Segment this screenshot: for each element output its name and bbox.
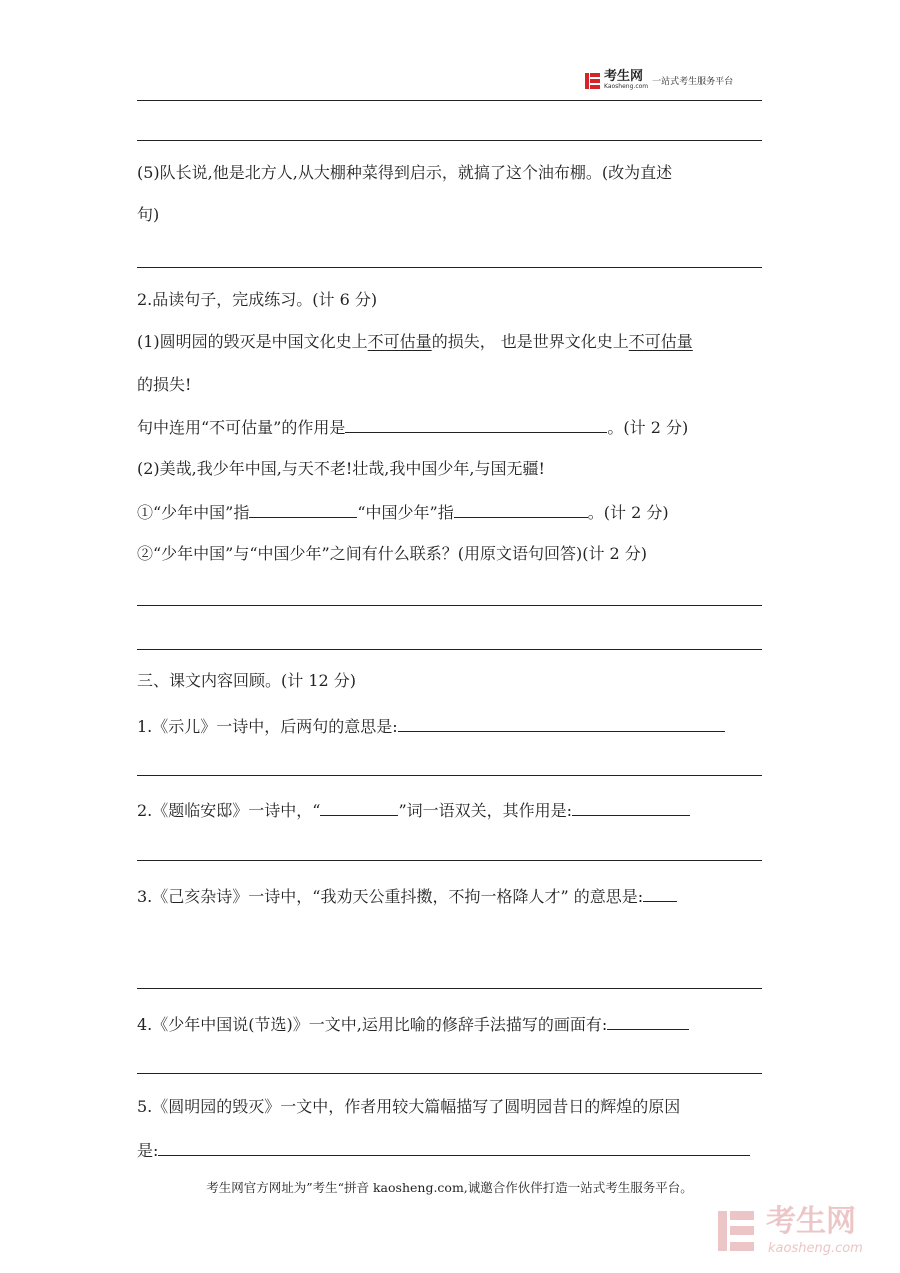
s2-p1-text-a: (1)圆明园的毁灭是中国文化史上 [137, 332, 368, 351]
s3-item3 [137, 885, 677, 907]
s3-item5-line1: 5.《圆明园的毁灭》一文中，作者用较大篇幅描写了圆明园昔日的辉煌的原因 [137, 1097, 681, 1116]
s3-item2 [137, 799, 690, 821]
s3-item5-text: 是: [137, 1141, 159, 1160]
s3-item5-blank[interactable] [158, 1139, 750, 1156]
s2-q1-prefix: 句中连用“不可估量”的作用是 [137, 418, 346, 437]
answer-line [137, 775, 762, 776]
answer-line [137, 1073, 762, 1074]
header-rule [137, 100, 762, 101]
s2-q1-suffix: 。(计 2 分) [607, 418, 689, 437]
s3-item4-text: 4.《少年中国说(节选)》一文中,运用比喻的修辞手法描写的画面有: [137, 1015, 608, 1034]
s2-q1-blank[interactable] [345, 416, 607, 433]
answer-line [137, 988, 762, 989]
answer-line [137, 267, 762, 268]
watermark-cn: 考生网 [766, 1204, 856, 1239]
s3-item1-blank[interactable] [398, 715, 725, 732]
answer-line [137, 649, 762, 650]
section2-title: 2.品读句子，完成练习。(计 6 分) [137, 290, 378, 309]
s3-item2-blank-1[interactable] [320, 799, 398, 816]
s3-item5-line2 [137, 1139, 750, 1161]
footer-text: 考生网官方网址为”考生“拼音 kaosheng.com,诚邀合作伙伴打造一站式考生服务平台。 [206, 1180, 693, 1195]
s2-q2-blank-2[interactable] [454, 501, 588, 518]
logo-cn: 考生网 [604, 69, 644, 84]
s2-p1-underlined-1: 不可估量 [367, 332, 432, 351]
s3-item2-text-a: 2.《题临安邸》一诗中，“ [137, 801, 321, 820]
s3-item1 [137, 715, 725, 737]
s3-item3-blank[interactable] [643, 885, 677, 902]
s2-q2-b: “中国少年”指 [357, 503, 454, 522]
s3-item4 [137, 1013, 689, 1035]
s2-q2-suffix: 。(计 2 分) [587, 503, 669, 522]
answer-line [137, 140, 762, 141]
s2-p1-line2: 的损失! [137, 375, 192, 394]
watermark-logo-icon [714, 1209, 758, 1253]
s2-q2-blank-1[interactable] [249, 501, 357, 518]
s3-item4-blank[interactable] [607, 1013, 689, 1030]
header-slogan: 一站式考生服务平台 [652, 77, 734, 87]
s2-p1-line1 [137, 332, 693, 352]
s3-item2-text-b: ”词一语双关，其作用是: [398, 801, 573, 820]
section3-title: 三、课文内容回顾。(计 12 分) [137, 671, 357, 690]
q5-line1: (5)队长说,他是北方人,从大棚种菜得到启示，就搞了这个油布棚。(改为直述 [137, 163, 673, 182]
header-logo [583, 70, 733, 91]
logo-en: Kaosheng.com [604, 83, 649, 90]
kaosheng-logo-icon [583, 72, 601, 90]
q5-line2: 句) [137, 205, 160, 224]
s2-q3: ②“少年中国”与“中国少年”之间有什么联系？(用原文语句回答)(计 2 分) [137, 544, 648, 563]
answer-line [137, 605, 762, 606]
watermark [714, 1205, 884, 1265]
s2-p1-underlined-2: 不可估量 [628, 332, 693, 351]
s2-p1-text-b: 的损失， 也是世界文化史上 [431, 332, 629, 351]
answer-line [137, 860, 762, 861]
s3-item2-blank-2[interactable] [572, 799, 690, 816]
s2-p2: (2)美哉,我少年中国,与天不老!壮哉,我中国少年,与国无疆! [137, 459, 545, 478]
s2-q1 [137, 416, 688, 438]
s2-q2 [137, 501, 669, 523]
s3-item3-text: 3.《己亥杂诗》一诗中，“我劝天公重抖擞，不拘一格降人才” 的意思是: [137, 887, 644, 906]
s2-q2-a: ①“少年中国”指 [137, 503, 250, 522]
s3-item1-text: 1.《示儿》一诗中，后两句的意思是: [137, 717, 398, 736]
watermark-en: kaosheng.com [768, 1241, 863, 1256]
